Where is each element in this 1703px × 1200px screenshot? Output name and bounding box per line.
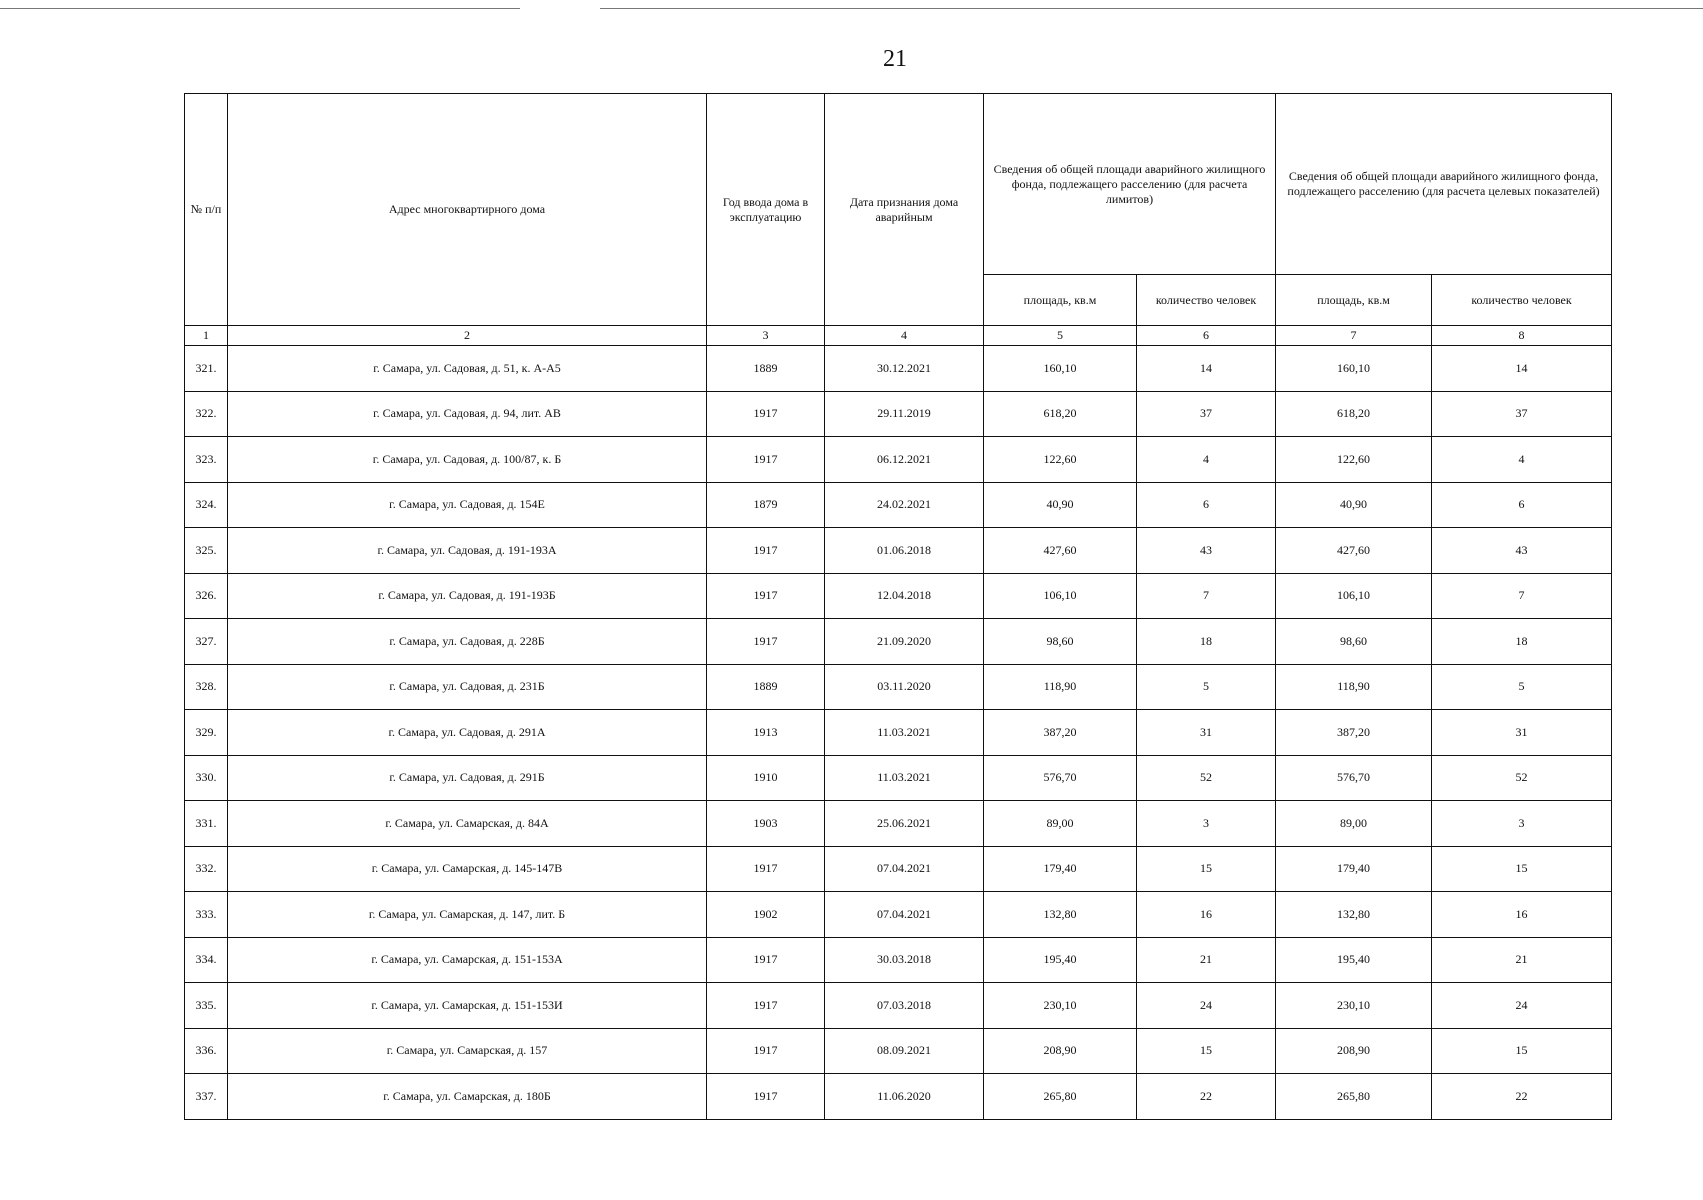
row-number: 324. [185, 482, 228, 528]
row-area-limit: 208,90 [984, 1028, 1137, 1074]
table-row [185, 892, 1612, 938]
row-date: 07.04.2021 [825, 892, 984, 938]
table-row [185, 482, 1612, 528]
table-row [185, 1028, 1612, 1074]
row-address: г. Самара, ул. Садовая, д. 228Б [228, 619, 707, 665]
row-area-limit: 179,40 [984, 846, 1137, 892]
row-area-limit: 265,80 [984, 1074, 1137, 1120]
row-address: г. Самара, ул. Самарская, д. 180Б [228, 1074, 707, 1120]
row-area-target: 40,90 [1276, 482, 1432, 528]
column-number: 4 [825, 326, 984, 346]
table-row [185, 664, 1612, 710]
row-people-limit: 16 [1137, 892, 1276, 938]
row-area-target: 576,70 [1276, 755, 1432, 801]
row-number: 321. [185, 346, 228, 392]
row-people-limit: 52 [1137, 755, 1276, 801]
row-people-target: 6 [1432, 482, 1612, 528]
row-area-target: 195,40 [1276, 937, 1432, 983]
row-people-target: 15 [1432, 846, 1612, 892]
column-number: 8 [1432, 326, 1612, 346]
row-people-limit: 7 [1137, 573, 1276, 619]
row-year: 1889 [707, 346, 825, 392]
row-year: 1917 [707, 437, 825, 483]
row-people-target: 3 [1432, 801, 1612, 847]
row-number: 335. [185, 983, 228, 1029]
table-row [185, 710, 1612, 756]
row-address: г. Самара, ул. Садовая, д. 154Е [228, 482, 707, 528]
row-address: г. Самара, ул. Садовая, д. 51, к. А-А5 [228, 346, 707, 392]
header-area-target: площадь, кв.м [1276, 275, 1432, 326]
row-date: 21.09.2020 [825, 619, 984, 665]
row-people-limit: 6 [1137, 482, 1276, 528]
row-year: 1903 [707, 801, 825, 847]
row-year: 1879 [707, 482, 825, 528]
row-area-target: 106,10 [1276, 573, 1432, 619]
header-targets-group: Сведения об общей площади аварийного жилищного фонда, подлежащего расселению (для расчета целевых показателей) [1276, 94, 1612, 275]
table-row [185, 1074, 1612, 1120]
header-people-limit: количество человек [1137, 275, 1276, 326]
row-people-target: 22 [1432, 1074, 1612, 1120]
row-area-target: 618,20 [1276, 391, 1432, 437]
column-number: 6 [1137, 326, 1276, 346]
row-area-limit: 387,20 [984, 710, 1137, 756]
row-date: 06.12.2021 [825, 437, 984, 483]
row-date: 25.06.2021 [825, 801, 984, 847]
row-year: 1902 [707, 892, 825, 938]
row-people-target: 31 [1432, 710, 1612, 756]
row-area-target: 179,40 [1276, 846, 1432, 892]
header-limits-group: Сведения об общей площади аварийного жилищного фонда, подлежащего расселению (для расчета лимитов) [984, 94, 1276, 275]
row-year: 1917 [707, 937, 825, 983]
row-number: 336. [185, 1028, 228, 1074]
header-people-target: количество человек [1432, 275, 1612, 326]
row-date: 08.09.2021 [825, 1028, 984, 1074]
row-date: 07.03.2018 [825, 983, 984, 1029]
row-year: 1917 [707, 846, 825, 892]
header-area-limit: площадь, кв.м [984, 275, 1137, 326]
row-year: 1917 [707, 983, 825, 1029]
row-people-target: 15 [1432, 1028, 1612, 1074]
row-date: 11.03.2021 [825, 755, 984, 801]
scan-edge-line [1070, 8, 1703, 9]
row-people-target: 4 [1432, 437, 1612, 483]
row-address: г. Самара, ул. Садовая, д. 291А [228, 710, 707, 756]
row-number: 337. [185, 1074, 228, 1120]
row-area-limit: 98,60 [984, 619, 1137, 665]
row-area-target: 230,10 [1276, 983, 1432, 1029]
row-people-limit: 4 [1137, 437, 1276, 483]
row-address: г. Самара, ул. Садовая, д. 231Б [228, 664, 707, 710]
row-area-limit: 132,80 [984, 892, 1137, 938]
row-people-limit: 15 [1137, 846, 1276, 892]
row-year: 1917 [707, 1028, 825, 1074]
table-row [185, 937, 1612, 983]
table-row [185, 801, 1612, 847]
table-row [185, 619, 1612, 665]
table-row [185, 437, 1612, 483]
row-number: 333. [185, 892, 228, 938]
row-area-limit: 40,90 [984, 482, 1137, 528]
row-date: 24.02.2021 [825, 482, 984, 528]
row-number: 331. [185, 801, 228, 847]
row-area-limit: 106,10 [984, 573, 1137, 619]
row-area-limit: 122,60 [984, 437, 1137, 483]
row-number: 330. [185, 755, 228, 801]
page-number: 21 [883, 46, 907, 72]
row-date: 11.06.2020 [825, 1074, 984, 1120]
row-address: г. Самара, ул. Самарская, д. 84А [228, 801, 707, 847]
row-year: 1917 [707, 573, 825, 619]
row-year: 1917 [707, 1074, 825, 1120]
row-people-target: 16 [1432, 892, 1612, 938]
scan-edge-line [600, 8, 1070, 9]
row-year: 1917 [707, 619, 825, 665]
header-year: Год ввода дома в эксплуатацию [707, 94, 825, 326]
row-people-limit: 3 [1137, 801, 1276, 847]
emergency-housing-table [184, 93, 1612, 1120]
row-date: 12.04.2018 [825, 573, 984, 619]
row-people-target: 37 [1432, 391, 1612, 437]
row-number: 327. [185, 619, 228, 665]
row-address: г. Самара, ул. Садовая, д. 94, лит. АВ [228, 391, 707, 437]
row-people-target: 21 [1432, 937, 1612, 983]
row-date: 03.11.2020 [825, 664, 984, 710]
table-row [185, 573, 1612, 619]
row-people-limit: 5 [1137, 664, 1276, 710]
header-row [185, 94, 1612, 275]
row-address: г. Самара, ул. Самарская, д. 151-153А [228, 937, 707, 983]
row-date: 29.11.2019 [825, 391, 984, 437]
row-year: 1910 [707, 755, 825, 801]
row-year: 1913 [707, 710, 825, 756]
row-area-limit: 160,10 [984, 346, 1137, 392]
row-area-target: 387,20 [1276, 710, 1432, 756]
row-area-limit: 576,70 [984, 755, 1137, 801]
row-people-limit: 22 [1137, 1074, 1276, 1120]
scan-edge-line [0, 8, 520, 9]
row-people-target: 18 [1432, 619, 1612, 665]
row-number: 323. [185, 437, 228, 483]
row-people-limit: 14 [1137, 346, 1276, 392]
row-area-target: 160,10 [1276, 346, 1432, 392]
row-area-target: 427,60 [1276, 528, 1432, 574]
row-people-limit: 43 [1137, 528, 1276, 574]
row-address: г. Самара, ул. Самарская, д. 145-147В [228, 846, 707, 892]
row-date: 30.03.2018 [825, 937, 984, 983]
row-number: 325. [185, 528, 228, 574]
row-address: г. Самара, ул. Садовая, д. 191-193А [228, 528, 707, 574]
row-people-target: 14 [1432, 346, 1612, 392]
row-address: г. Самара, ул. Самарская, д. 151-153И [228, 983, 707, 1029]
row-people-limit: 18 [1137, 619, 1276, 665]
row-date: 01.06.2018 [825, 528, 984, 574]
row-people-limit: 15 [1137, 1028, 1276, 1074]
row-people-limit: 31 [1137, 710, 1276, 756]
header-address: Адрес многоквартирного дома [228, 94, 707, 326]
table-row [185, 983, 1612, 1029]
row-area-target: 98,60 [1276, 619, 1432, 665]
row-area-target: 265,80 [1276, 1074, 1432, 1120]
header-date: Дата признания дома аварийным [825, 94, 984, 326]
row-area-target: 118,90 [1276, 664, 1432, 710]
table-row [185, 391, 1612, 437]
row-people-target: 7 [1432, 573, 1612, 619]
table-row [185, 846, 1612, 892]
row-people-target: 52 [1432, 755, 1612, 801]
column-number-row [185, 326, 1612, 346]
row-date: 07.04.2021 [825, 846, 984, 892]
column-number: 7 [1276, 326, 1432, 346]
row-area-target: 208,90 [1276, 1028, 1432, 1074]
row-area-limit: 618,20 [984, 391, 1137, 437]
column-number: 1 [185, 326, 228, 346]
row-area-limit: 230,10 [984, 983, 1137, 1029]
row-date: 11.03.2021 [825, 710, 984, 756]
row-address: г. Самара, ул. Садовая, д. 291Б [228, 755, 707, 801]
row-year: 1917 [707, 391, 825, 437]
row-area-limit: 118,90 [984, 664, 1137, 710]
row-number: 329. [185, 710, 228, 756]
row-area-target: 132,80 [1276, 892, 1432, 938]
row-number: 326. [185, 573, 228, 619]
row-address: г. Самара, ул. Самарская, д. 147, лит. Б [228, 892, 707, 938]
table-row [185, 346, 1612, 392]
row-people-limit: 24 [1137, 983, 1276, 1029]
row-address: г. Самара, ул. Садовая, д. 191-193Б [228, 573, 707, 619]
row-number: 322. [185, 391, 228, 437]
row-date: 30.12.2021 [825, 346, 984, 392]
row-people-target: 43 [1432, 528, 1612, 574]
row-number: 332. [185, 846, 228, 892]
row-address: г. Самара, ул. Садовая, д. 100/87, к. Б [228, 437, 707, 483]
row-year: 1889 [707, 664, 825, 710]
table-row [185, 755, 1612, 801]
row-people-target: 5 [1432, 664, 1612, 710]
row-number: 328. [185, 664, 228, 710]
row-area-target: 89,00 [1276, 801, 1432, 847]
row-address: г. Самара, ул. Самарская, д. 157 [228, 1028, 707, 1074]
column-number: 5 [984, 326, 1137, 346]
row-area-target: 122,60 [1276, 437, 1432, 483]
row-year: 1917 [707, 528, 825, 574]
row-area-limit: 427,60 [984, 528, 1137, 574]
column-number: 2 [228, 326, 707, 346]
row-people-target: 24 [1432, 983, 1612, 1029]
header-num: № п/п [185, 94, 228, 326]
row-number: 334. [185, 937, 228, 983]
row-area-limit: 195,40 [984, 937, 1137, 983]
row-people-limit: 21 [1137, 937, 1276, 983]
row-area-limit: 89,00 [984, 801, 1137, 847]
table-row [185, 528, 1612, 574]
row-people-limit: 37 [1137, 391, 1276, 437]
column-number: 3 [707, 326, 825, 346]
